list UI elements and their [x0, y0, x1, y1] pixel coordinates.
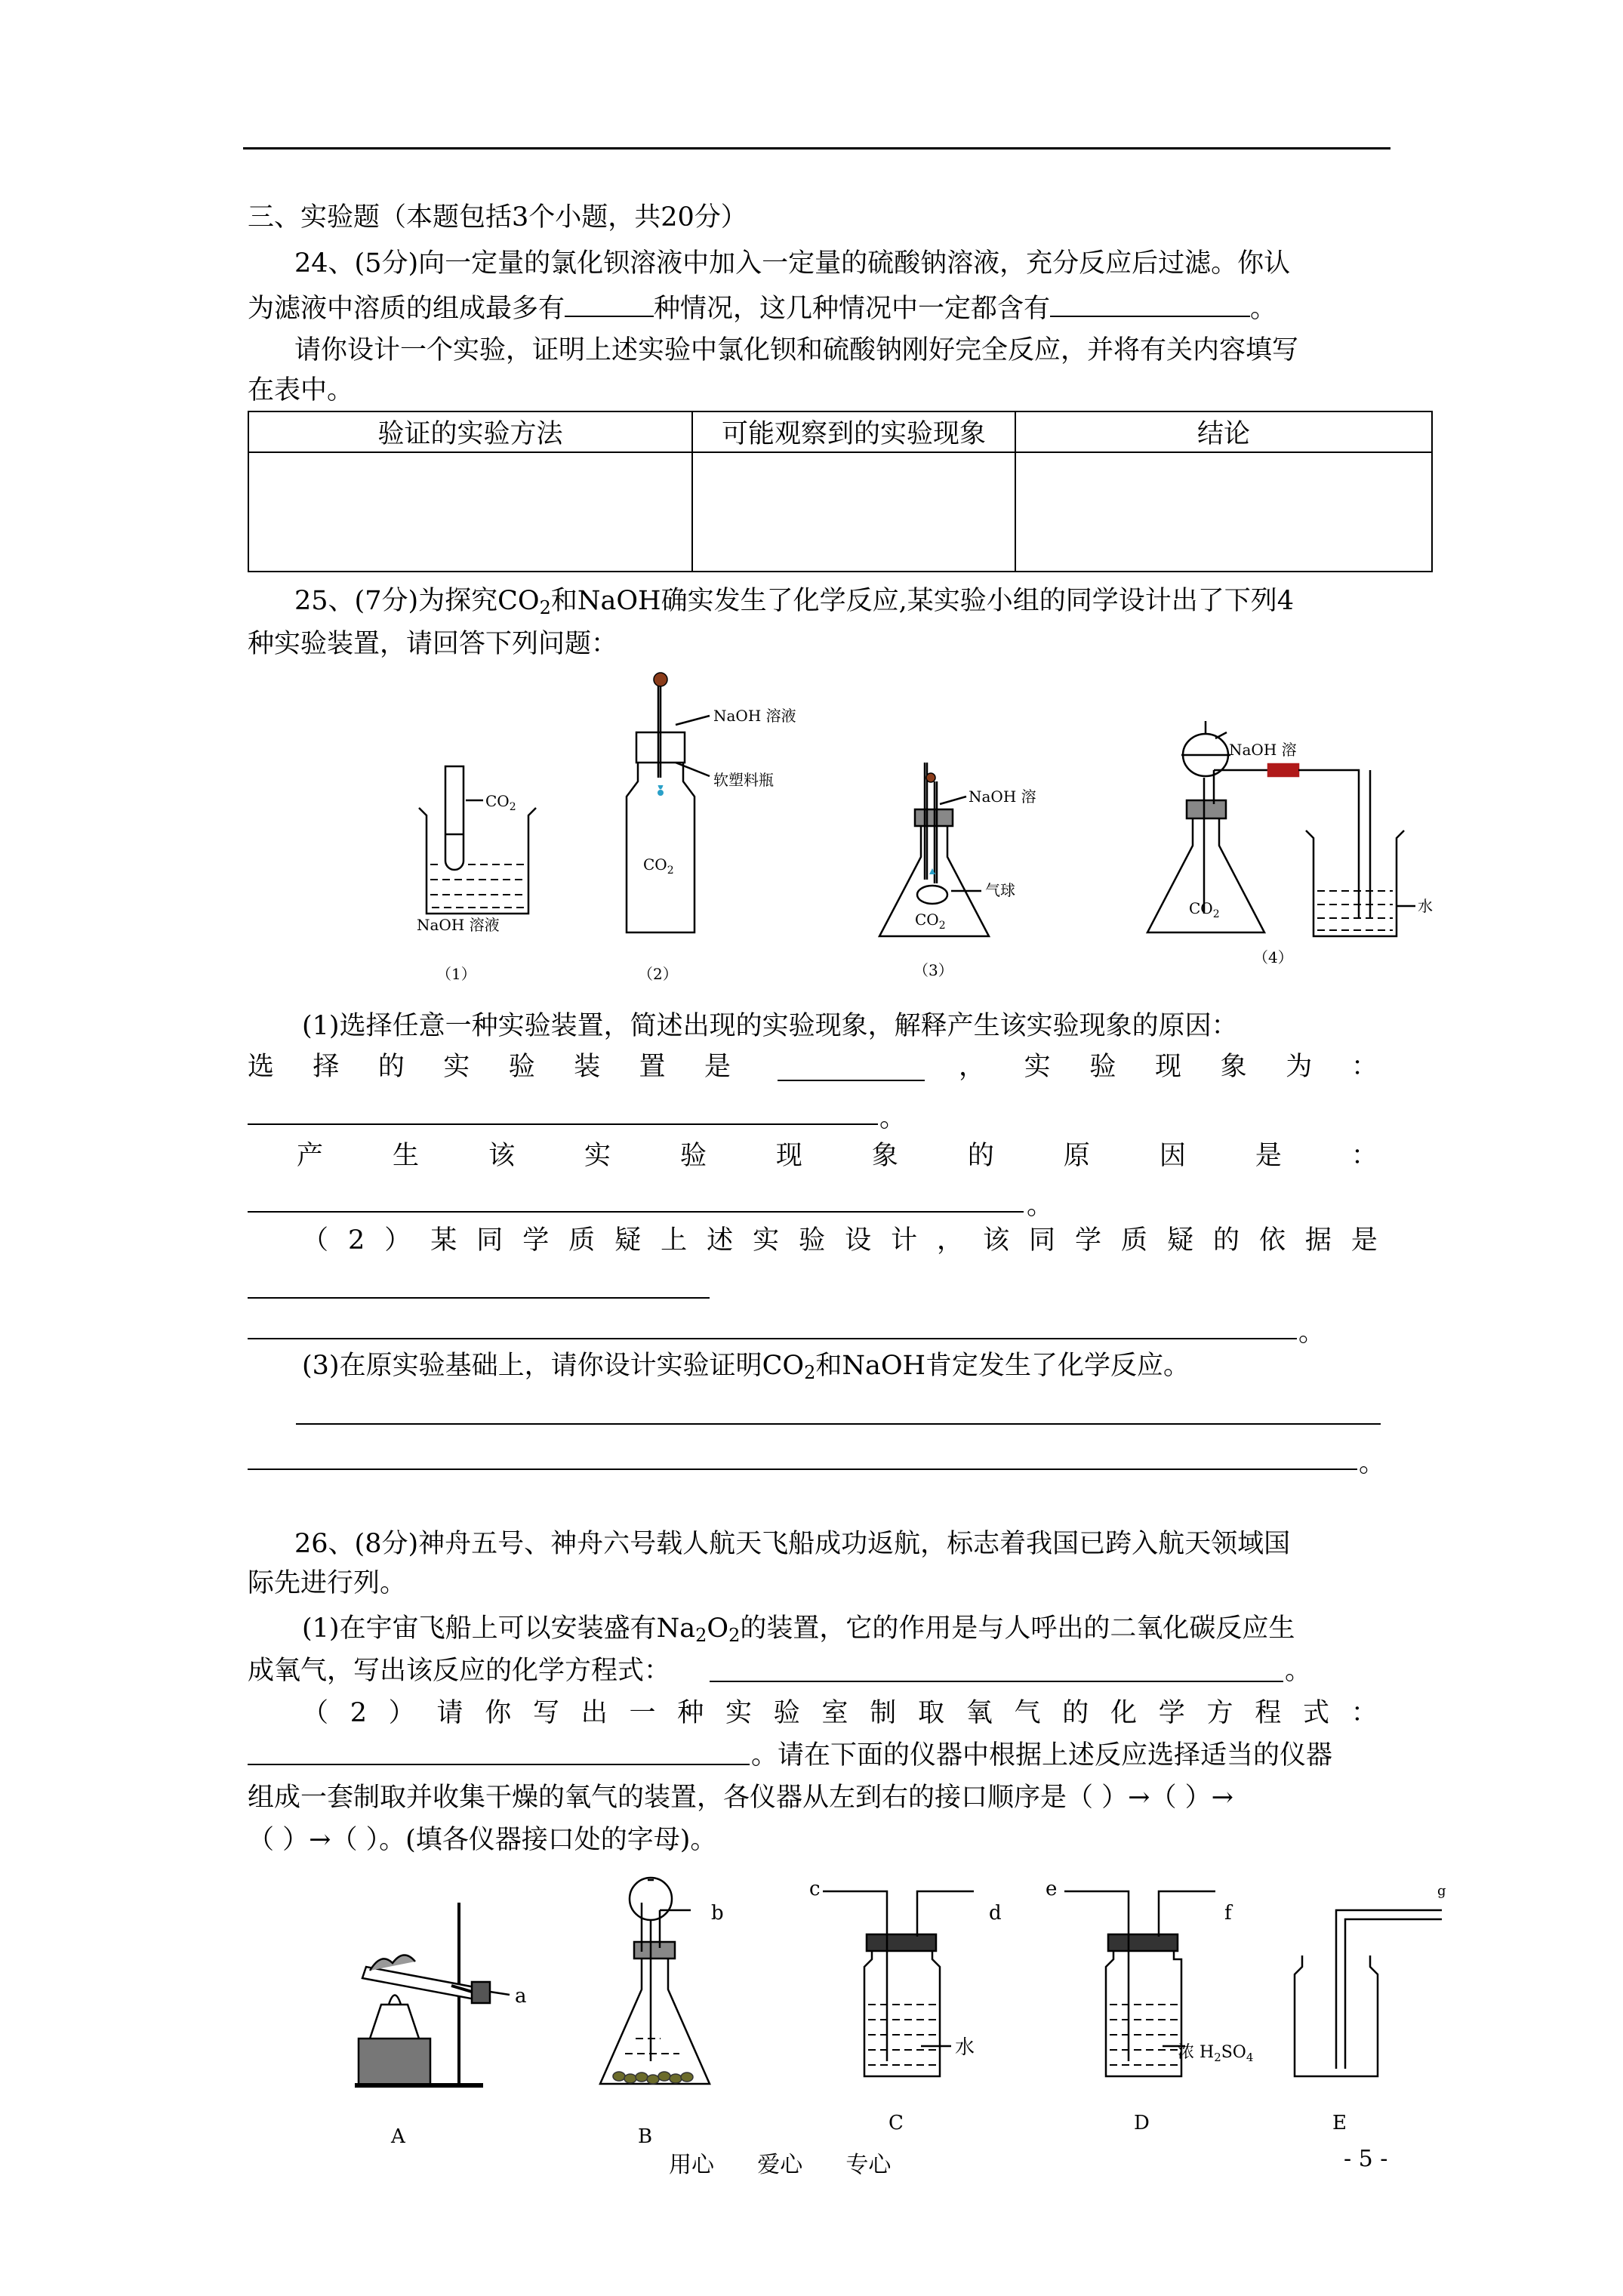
q26-p2-line3: 组成一套制取并收集干燥的氧气的装置，各仪器从左到右的接口顺序是（ ）→（ ）→ — [248, 1783, 1233, 1813]
fig-label-co2-2: $CO_2$ — [643, 855, 674, 877]
table-header-phenomenon: 可能观察到的实验现象 — [692, 411, 1015, 452]
fig-label-balloon: 气球 — [985, 881, 1015, 899]
footer-motto: 用心 爱心 专心 — [669, 2152, 892, 2178]
blank-q26-equation-1[interactable] — [710, 1681, 1283, 1682]
q26-apparatus-figure — [325, 1865, 1457, 2152]
q26-p1-line1: (1)在宇宙飞船上可以安装盛有$Na_2O_2$的装置，它的作用是与人呼出的二氧化碳反应生 — [302, 1613, 1295, 1646]
q26-p1-line2: 成氧气，写出该反应的化学方程式： — [248, 1656, 671, 1686]
fig-label-naoh-3: NaOH 溶 — [969, 787, 1036, 806]
fig-caption-1: （1） — [436, 965, 476, 983]
page-number: - 5 - — [1344, 2146, 1388, 2172]
label-water-c: 水 — [955, 2036, 975, 2059]
fig-label-co2-1: $CO_2$ — [485, 792, 516, 813]
q25-p1-line2-right: ， 实 验 现 象 为 ： — [959, 1052, 1378, 1082]
port-label-b: b — [711, 1902, 724, 1925]
q24-line1: 24、(5分)向一定量的氯化钡溶液中加入一定量的硫酸钠溶液，充分反应后过滤。你认 — [294, 248, 1291, 279]
q26-line1: 26、(8分)神舟五号、神舟六号载人航天飞船成功返航，标志着我国已跨入航天领域国 — [294, 1529, 1291, 1559]
caption-a: A — [391, 2125, 405, 2148]
apparatus-c — [823, 1891, 974, 2076]
fig-caption-4: （4） — [1253, 948, 1293, 966]
fig-label-naoh-2: NaOH 溶液 — [713, 707, 796, 725]
port-label-e: e — [1046, 1878, 1058, 1900]
q25-p1-line4: 产 生 该 实 验 现 象 的 原 因 是 ： — [297, 1141, 1378, 1171]
q24-line4: 在表中。 — [248, 375, 354, 405]
blank-q25-doubt-1[interactable] — [248, 1297, 710, 1299]
blank-q26-equation-2[interactable] — [248, 1764, 750, 1765]
caption-e: E — [1332, 2112, 1347, 2134]
fig-label-soft-bottle: 软塑料瓶 — [713, 771, 774, 789]
table-cell-conclusion[interactable] — [1015, 452, 1432, 572]
fig-label-naoh-1: NaOH 溶液 — [417, 916, 500, 934]
period: 。 — [1359, 1448, 1386, 1478]
blank-q25-reason[interactable] — [248, 1211, 1024, 1213]
header-rule — [243, 147, 1390, 149]
label-h2so4-d: 浓 $H_2SO_4$ — [1178, 2043, 1254, 2064]
fig-label-naoh-4: NaOH 溶 — [1229, 741, 1297, 759]
caption-d: D — [1134, 2112, 1150, 2134]
table-cell-method[interactable] — [248, 452, 692, 572]
apparatus-2-bottle — [627, 673, 710, 932]
apparatus-1-beaker — [419, 766, 536, 914]
blank-q24-count[interactable] — [565, 293, 654, 317]
q25-p1-line2-left: 选 择 的 实 验 装 置 是 — [248, 1052, 731, 1082]
fig-label-water-4: 水 — [1418, 897, 1433, 915]
q26-p2-line4: （ ）→（ ）。(填各仪器接口处的字母)。 — [248, 1825, 717, 1855]
q25-apparatus-figure — [377, 664, 1434, 997]
q25-p2-line1: （ 2 ） 某 同 学 质 疑 上 述 实 验 设 计 ， 该 同 学 质 疑 的 依 据 是 — [302, 1225, 1378, 1256]
blank-q25-apparatus[interactable] — [778, 1080, 925, 1081]
port-label-a: a — [515, 1985, 527, 2008]
q26-p2-line1: （ 2 ） 请 你 写 出 一 种 实 验 室 制 取 氧 气 的 化 学 方 程 式 ： — [302, 1698, 1378, 1728]
blank-q25-design-1[interactable] — [296, 1423, 1381, 1425]
period: 。 — [1285, 1656, 1312, 1686]
q25-p1-line1: (1)选择任意一种实验装置，简述出现的实验现象，解释产生该实验现象的原因： — [302, 1011, 1238, 1041]
blank-q25-phenomenon[interactable] — [248, 1123, 878, 1125]
fig-caption-3: （3） — [913, 961, 953, 979]
caption-b: B — [638, 2125, 653, 2148]
period: 。 — [1027, 1191, 1054, 1221]
section-title: 三、实验题（本题包括3个小题，共20分） — [248, 202, 747, 233]
table-header-method: 验证的实验方法 — [248, 411, 692, 452]
port-label-d: d — [989, 1902, 1002, 1925]
experiment-table — [248, 411, 1433, 572]
period: 。 — [879, 1103, 907, 1133]
q26-p2-line2: 。请在下面的仪器中根据上述反应选择适当的仪器 — [751, 1740, 1333, 1771]
q26-line2: 际先进行列。 — [248, 1568, 407, 1598]
blank-q25-design-2[interactable] — [248, 1469, 1357, 1470]
apparatus-e — [1295, 1910, 1442, 2076]
q25-p3-line1: (3)在原实验基础上，请你设计实验证明$CO_2$和NaOH肯定发生了化学反应。 — [302, 1351, 1190, 1383]
q25-line1: 25、(7分)为探究$CO_2$和NaOH确实发生了化学反应,某实验小组的同学设计出了下列4 — [294, 586, 1294, 618]
table-header-conclusion: 结论 — [1015, 411, 1432, 452]
apparatus-a — [355, 1903, 510, 2085]
blank-q24-solute[interactable] — [1050, 293, 1250, 317]
fig-label-co2-4: $CO_2$ — [1189, 899, 1220, 920]
fig-caption-2: （2） — [638, 965, 678, 983]
port-label-c: c — [809, 1878, 821, 1900]
caption-c: C — [888, 2112, 904, 2134]
table-cell-phenomenon[interactable] — [692, 452, 1015, 572]
blank-q25-doubt-2[interactable] — [248, 1338, 1297, 1339]
q24-line3: 请你设计一个实验，证明上述实验中氯化钡和硫酸钠刚好完全反应，并将有关内容填写 — [294, 335, 1299, 365]
fig-label-co2-3: $CO_2$ — [915, 911, 946, 932]
q25-line2: 种实验装置，请回答下列问题： — [248, 629, 618, 659]
q24-line2: 为滤液中溶质的组成最多有 种情况，这几种情况中一定都含有 。 — [248, 294, 1277, 324]
port-label-f: f — [1224, 1902, 1232, 1925]
port-label-g: g — [1437, 1883, 1446, 1899]
period: 。 — [1298, 1318, 1326, 1348]
